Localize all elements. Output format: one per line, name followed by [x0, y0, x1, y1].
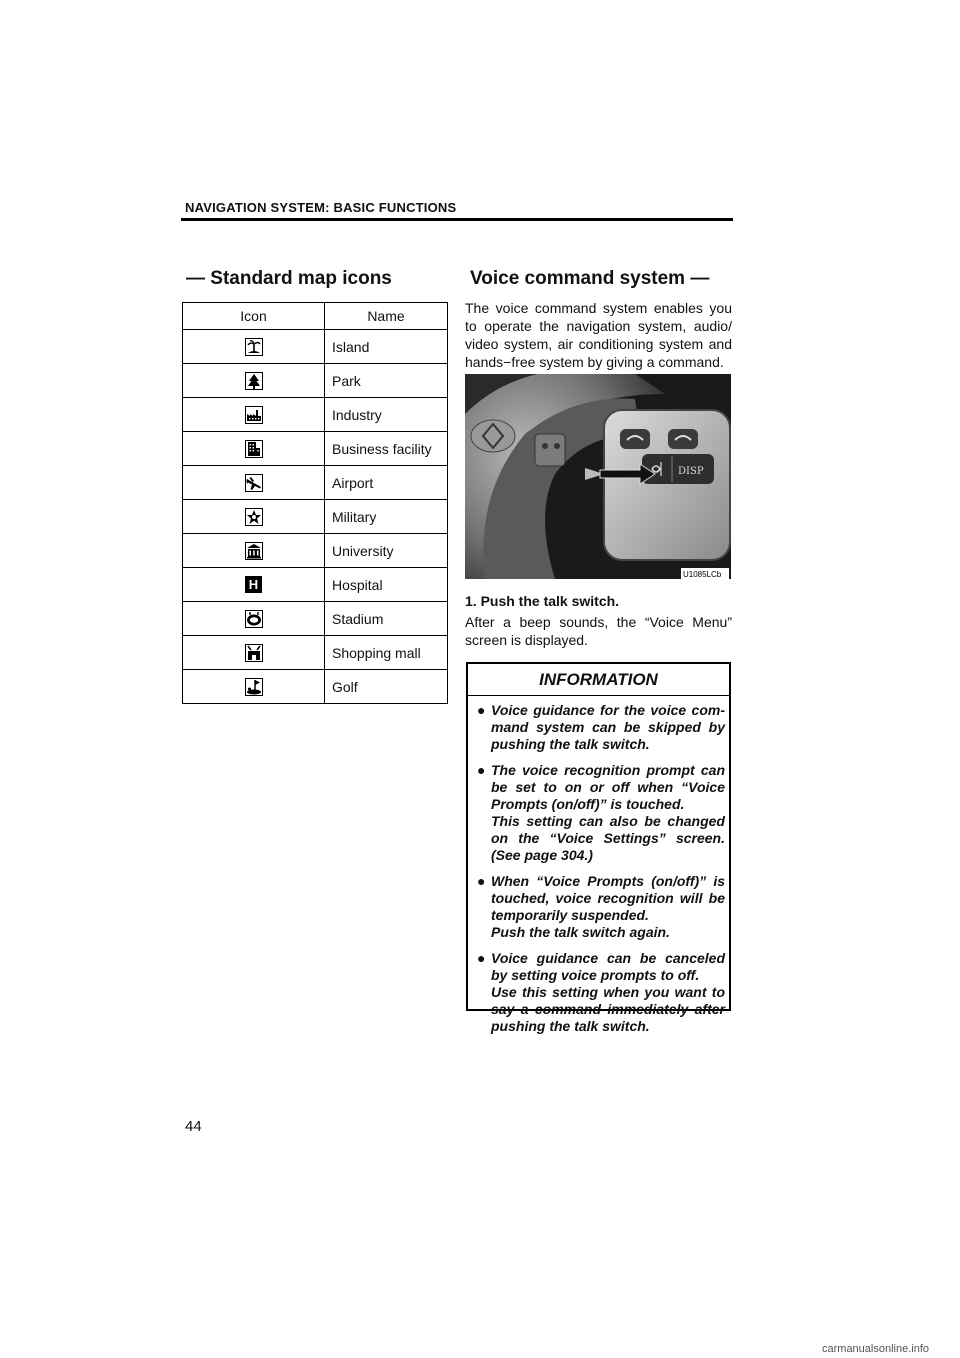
- icon-name: University: [325, 534, 448, 568]
- header-rule: [181, 218, 733, 221]
- list-item: ● Voice guidance for the voice com- mand system can be skipped by pushing the talk switch.: [477, 702, 725, 752]
- icon-name: Stadium: [325, 602, 448, 636]
- icon-name: Island: [325, 330, 448, 364]
- information-box: [466, 662, 731, 1034]
- voice-intro-paragraph: The voice command system enables you to operate the navigation system, audio/ video system, air conditioning system and hands−free system by giving a command.: [465, 300, 732, 370]
- section-title-voice-command: Voice command system —: [470, 268, 710, 289]
- list-item: ● Voice guidance can be canceled by setting voice prompts to off. Use this setting when you want to say a command immediately after pushing the talk switch.: [477, 950, 725, 1034]
- hospital-icon: H: [245, 576, 262, 593]
- military-icon: [245, 508, 263, 526]
- airport-icon: [245, 474, 263, 492]
- table-row: [183, 534, 448, 568]
- icon-name: Shopping mall: [325, 636, 448, 670]
- list-item: ● When “Voice Prompts (on/off)” is touched, voice recognition will be temporarily suspended. Push the talk switch again.: [477, 873, 725, 940]
- table-row: [183, 500, 448, 534]
- information-title: INFORMATION: [468, 664, 729, 696]
- icon-name: Industry: [325, 398, 448, 432]
- icon-name: Airport: [325, 466, 448, 500]
- park-icon: [245, 372, 263, 390]
- steering-wheel-photo: [465, 374, 731, 579]
- footer-watermark: carmanualsonline.info: [822, 1343, 930, 1355]
- page-header: NAVIGATION SYSTEM: BASIC FUNCTIONS: [185, 200, 457, 215]
- table-row: [183, 602, 448, 636]
- bullet-icon: ●: [477, 762, 486, 778]
- table-row: [183, 466, 448, 500]
- stadium-icon: [245, 610, 263, 628]
- step-push-talk-switch: 1. Push the talk switch.: [465, 593, 620, 609]
- information-list: [477, 702, 725, 1044]
- table-row: [183, 568, 448, 602]
- table-row: [183, 364, 448, 398]
- icon-name: Park: [325, 364, 448, 398]
- icon-name: Golf: [325, 670, 448, 704]
- section-title-map-icons: — Standard map icons: [186, 268, 392, 289]
- university-icon: [245, 542, 263, 560]
- photo-code: U1085LCb: [683, 570, 722, 579]
- island-icon: [245, 338, 263, 356]
- column-header-name: Name: [325, 303, 448, 330]
- table-row: [183, 636, 448, 670]
- table-row: [183, 330, 448, 364]
- icon-name: Military: [325, 500, 448, 534]
- table-row: [183, 398, 448, 432]
- icon-name: Hospital: [325, 568, 448, 602]
- bullet-icon: ●: [477, 873, 486, 889]
- step-body-text: After a beep sounds, the “Voice Menu” screen is displayed.: [465, 614, 732, 648]
- table-row: [183, 670, 448, 704]
- golf-icon: [245, 678, 263, 696]
- column-header-icon: Icon: [183, 303, 325, 330]
- icon-name: Business facility: [325, 432, 448, 466]
- table-row: [183, 432, 448, 466]
- bullet-icon: ●: [477, 950, 486, 966]
- industry-icon: [245, 406, 263, 424]
- list-item: ● The voice recognition prompt can be set to on or off when “Voice Prompts (on/off)” is touched. This setting can also be changed on the “Voice Settings” screen. (See page 304.): [477, 762, 725, 863]
- map-icons-table: [182, 302, 448, 704]
- business-facility-icon: [245, 440, 263, 458]
- bullet-icon: ●: [477, 702, 486, 718]
- disp-button-label: DISP: [678, 466, 704, 477]
- shopping-mall-icon: [245, 644, 263, 662]
- page-number: 44: [185, 1118, 202, 1135]
